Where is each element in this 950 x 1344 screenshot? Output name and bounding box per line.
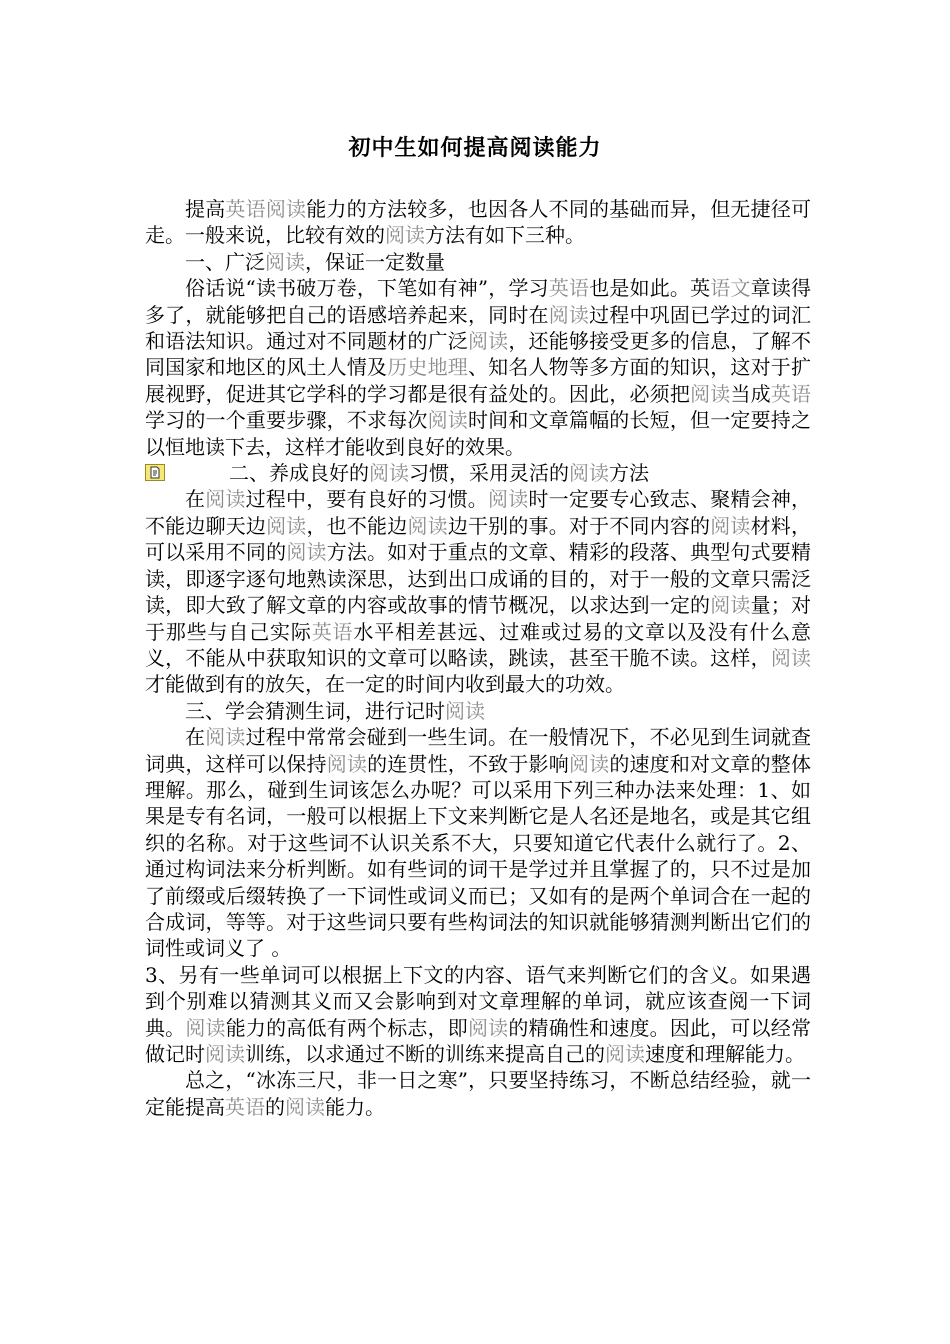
text-run: 能力。 — [325, 1094, 385, 1119]
document-icon[interactable] — [145, 464, 165, 481]
keyword-link[interactable]: 语文 — [710, 276, 751, 301]
text-run: 训练，以求通过不断的训练来提高自己的 — [245, 1042, 605, 1066]
keyword-link[interactable]: 阅读 — [468, 1015, 509, 1040]
paragraph — [145, 196, 811, 249]
text-run: 在 — [185, 725, 206, 750]
document-body — [145, 196, 811, 1120]
text-run: 材料，可以采用不同的 — [145, 513, 811, 565]
text-run: 才能做到有的放矢，在一定的时间内收到最大的功效。 — [145, 672, 625, 697]
paragraph — [145, 962, 811, 1068]
keyword-link[interactable]: 阅读 — [605, 1042, 645, 1066]
text-run: 学习的一个重要步骤，不求每次 — [145, 408, 428, 433]
text-run: 能力的高低有两个标志，即 — [225, 1015, 468, 1040]
keyword-link[interactable]: 阅读 — [427, 408, 468, 433]
paragraph — [145, 275, 811, 460]
text-run: 边干别的事。对于不同内容的 — [447, 513, 711, 538]
text-run: ，还能够接受更多的信息，了解不同国家和地区的风土人情及 — [145, 329, 811, 380]
text-run: 的连贯性，不致于影响 — [367, 751, 569, 776]
text-run: 3、另有一些单词可以根据上下文的内容、语气来判断它们的含义。如果遇到个别难以猜测其义而又会影响到对文章理解的单词，就应该查阅一下词典。 — [145, 962, 811, 1040]
text-run: 二、养成良好的 — [229, 461, 369, 486]
text-run: 水平相差甚远、过难或过易的文章以及没有什么意义，不能从中获取知识的文章可以略读，跳读，甚至干脆不读。这样， — [145, 619, 812, 670]
keyword-link[interactable]: 阅读 — [369, 461, 409, 486]
text-run: 一、广泛 — [185, 249, 265, 274]
text-run: 方法。如对于重点的文章、精彩的段落、典型句式要精读，即逐字逐句地熟读深思，达到出口成诵的目的，对于一般的文章只需泛读，即大致了解文章的内容或故事的情节概况，以求达到一定的 — [145, 540, 811, 618]
keyword-link[interactable]: 阅读 — [286, 540, 327, 565]
keyword-link[interactable]: 英语 — [311, 619, 354, 644]
text-run: 过程中常常会碰到一些生词。在一般情况下，不必见到生词就查词典，这样可以保持 — [145, 725, 812, 776]
text-run: 量；对于那些与自己实际 — [145, 593, 811, 644]
text-run: 习惯，采用灵活的 — [409, 461, 569, 486]
keyword-link[interactable]: 阅读 — [690, 381, 731, 406]
keyword-link[interactable]: 阅读 — [568, 751, 610, 776]
text-run: 的速度和对文章的整体理解。那么，碰到生词该怎么办呢？可以采用下列三种办法来处理：1、如果是专有名词，一般可以根据上下文来判断它是人名还是地名，或是其它组织的名称。对于这些词不认识关系不大，只要知道它代表什么就行了。2、通过构词法来分析判断。如有些词的词干是学过并且掌握了的，只不过是加了前缀或后缀转换了一下词性或词义而已；又如有的是两个单词合在一起的合成词，等等。对于这些词只要有些构词法的知识就能够猜测判断出它们的词性或词义了 。 — [145, 751, 811, 961]
keyword-link[interactable]: 阅读 — [548, 302, 590, 327]
keyword-link[interactable]: 阅读 — [407, 513, 448, 538]
keyword-link[interactable]: 阅读 — [326, 751, 368, 776]
section-heading — [145, 460, 811, 486]
keyword-link[interactable]: 阅读 — [468, 329, 509, 354]
keyword-link[interactable]: 阅读 — [770, 645, 811, 670]
text-run: 、知名人物等多方面的知识，这对于扩展视野，促进其它学科的学习都是很有益处的。因此，必须把 — [145, 355, 811, 406]
keyword-link[interactable]: 阅读 — [185, 1015, 226, 1040]
text-run: 时一定要专心致志、聚精会神，不能边聊天边 — [145, 487, 812, 538]
keyword-link[interactable]: 阅读 — [488, 487, 529, 512]
keyword-link[interactable]: 阅读 — [205, 487, 246, 512]
keyword-link[interactable]: 英语 — [770, 381, 811, 406]
keyword-link[interactable]: 阅读 — [710, 513, 751, 538]
document-title: 初中生如何提高阅读能力 — [348, 135, 602, 161]
keyword-link[interactable]: 阅读 — [265, 197, 307, 221]
text-run: 俗话说“读书破万卷，下笔如有神”，学习 — [185, 276, 549, 301]
paragraph — [145, 724, 811, 962]
paragraph — [145, 486, 811, 697]
keyword-link[interactable]: 阅读 — [285, 1094, 325, 1119]
text-run: 提高 — [185, 197, 226, 221]
text-run: ，也不能边 — [306, 513, 408, 538]
keyword-link[interactable]: 阅读 — [710, 593, 751, 618]
keyword-link[interactable]: 英语 — [225, 1094, 265, 1119]
text-run: 的 — [265, 1094, 285, 1119]
keyword-link[interactable]: 阅读 — [265, 249, 305, 274]
text-run: 过程中，要有良好的习惯。 — [245, 487, 489, 512]
text-run: 速度和理解能力。 — [645, 1042, 805, 1066]
keyword-link[interactable]: 英语 — [548, 276, 590, 301]
text-run: 的精确性和速度。因此，可以经常做记时 — [145, 1015, 811, 1066]
keyword-link[interactable]: 阅读 — [385, 223, 425, 248]
keyword-link[interactable]: 阅读 — [569, 461, 609, 486]
keyword-link[interactable]: 历史地理 — [387, 355, 468, 380]
keyword-link[interactable]: 阅读 — [205, 1042, 245, 1066]
text-run: 时间和文章篇幅的长短，但一定要持之以恒地读下去，这样才能收到良好的效果。 — [145, 408, 811, 459]
keyword-link[interactable]: 阅读 — [445, 698, 485, 723]
text-run: 总之，“冰冻三尺，非一日之寒”，只要坚持练习，不断总结经验，就一定能提高 — [145, 1068, 811, 1119]
text-run: 方法 — [609, 461, 649, 486]
text-run: 在 — [185, 487, 206, 512]
text-run: 过程中巩固已学过的词汇和语法知识。通过对不同题材的广泛 — [145, 302, 811, 354]
keyword-link[interactable]: 阅读 — [266, 513, 307, 538]
text-run: 三、学会猜测生词，进行记时 — [185, 698, 445, 723]
text-run: 章读得多了，就能够把自己的语感培养起来，同时在 — [145, 276, 812, 327]
text-run: ，保证一定数量 — [305, 249, 445, 274]
keyword-link[interactable]: 阅读 — [205, 725, 246, 750]
paragraph — [145, 1067, 811, 1120]
section-heading — [145, 698, 811, 724]
section-heading — [145, 249, 811, 275]
text-run: 也是如此。英 — [589, 276, 711, 301]
keyword-link[interactable]: 英语 — [225, 197, 266, 221]
text-run: 方法有如下三种。 — [425, 223, 585, 248]
text-run: 当成 — [730, 381, 771, 406]
text-run: 能力的方法较多，也因各人不同的基础而异，但无捷径可走。一般来说，比较有效的 — [145, 197, 812, 248]
